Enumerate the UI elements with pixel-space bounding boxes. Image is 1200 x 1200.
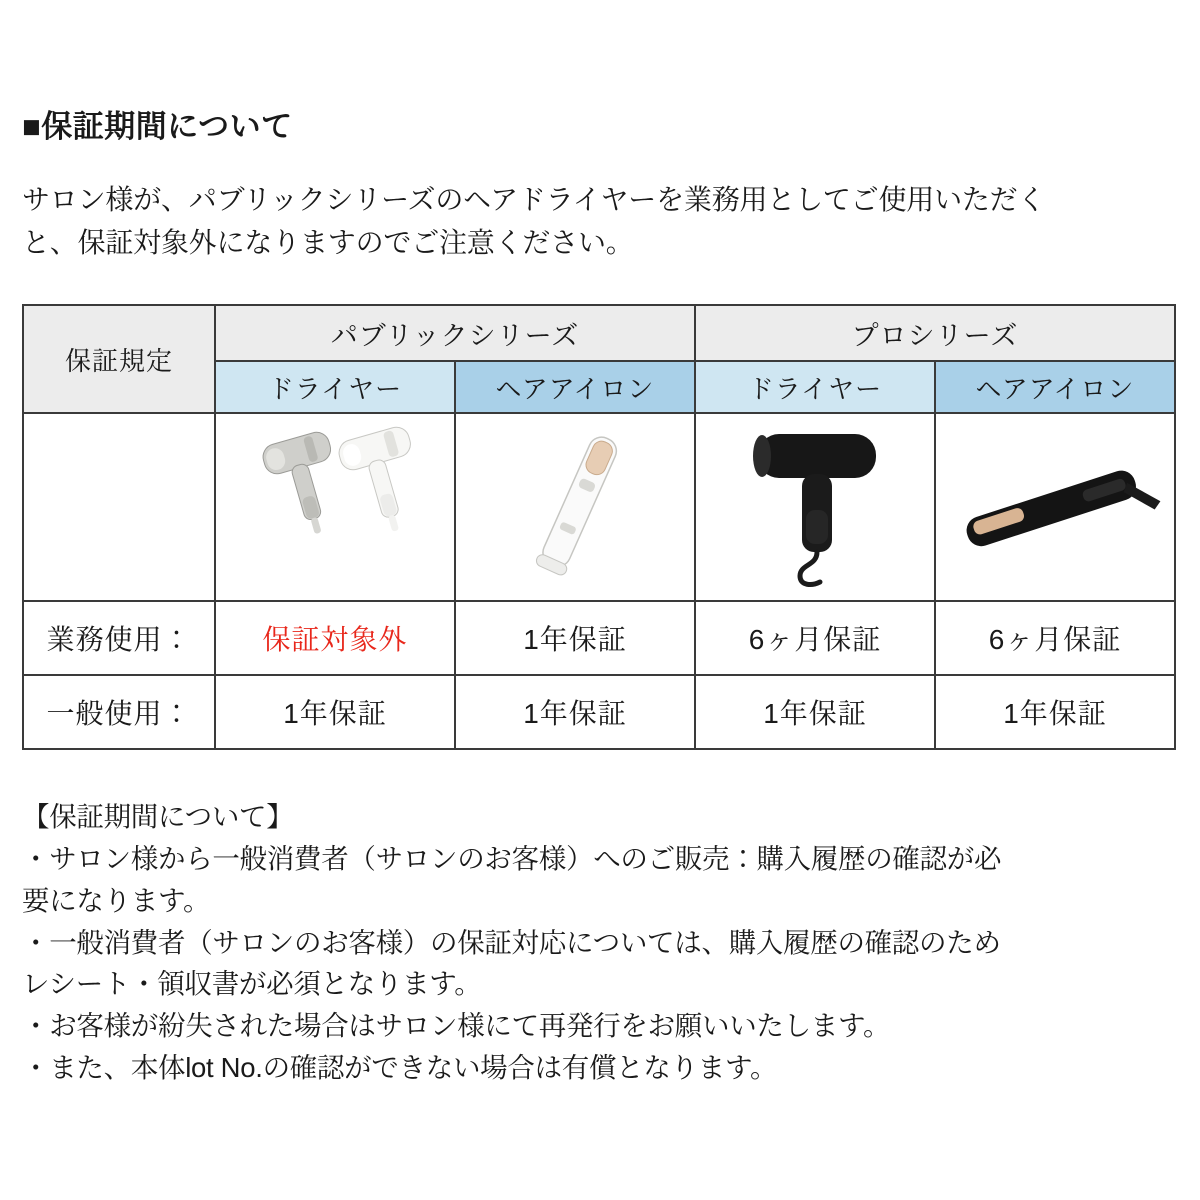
cell-business-pro-iron: 6ヶ月保証: [935, 601, 1175, 675]
type-header-pro-iron: ヘアアイロン: [935, 361, 1175, 413]
row-label-business-use: 業務使用：: [23, 601, 215, 675]
warranty-table: [22, 304, 1176, 750]
public-hair-iron-image: [456, 414, 694, 600]
product-image-cell-public-iron: [455, 413, 695, 601]
intro-paragraph: [22, 179, 1172, 264]
product-image-cell-label: [23, 413, 215, 601]
notes-line-3: 要になります。: [22, 884, 211, 916]
cell-general-pro-dryer: 1年保証: [695, 675, 935, 749]
pro-hair-iron-image: [936, 414, 1174, 600]
intro-line-2: と、保証対象外になりますのでご注意ください。: [22, 226, 634, 258]
table-row-business-use: [23, 601, 1175, 675]
notes-line-4: ・一般消費者（サロンのお客様）の保証対応については、購入履歴の確認のため: [22, 926, 1001, 958]
product-image-cell-pro-iron: [935, 413, 1175, 601]
notes-line-7: ・また、本体lot No.の確認ができない場合は有償となります。: [22, 1052, 778, 1084]
public-dryer-image: [216, 414, 454, 600]
product-image-cell-public-dryer: [215, 413, 455, 601]
notes-line-6: ・お客様が紛失された場合はサロン様にて再発行をお願いいたします。: [22, 1010, 891, 1042]
notes-line-5: レシート・領収書が必須となります。: [22, 968, 482, 1000]
type-header-public-iron: ヘアアイロン: [455, 361, 695, 413]
table-header-series-row: [23, 305, 1175, 361]
cell-general-public-iron: 1年保証: [455, 675, 695, 749]
table-row-general-use: [23, 675, 1175, 749]
series-header-pro: プロシリーズ: [695, 305, 1175, 361]
product-image-cell-pro-dryer: [695, 413, 935, 601]
warranty-notes: [22, 796, 1172, 1089]
cell-business-public-iron: 1年保証: [455, 601, 695, 675]
notes-line-1: 【保証期間について】: [22, 801, 294, 833]
cell-business-pro-dryer: 6ヶ月保証: [695, 601, 935, 675]
type-header-pro-dryer: ドライヤー: [695, 361, 935, 413]
table-product-image-row: [23, 413, 1175, 601]
cell-general-pro-iron: 1年保証: [935, 675, 1175, 749]
notes-line-2: ・サロン様から一般消費者（サロンのお客様）へのご販売：購入履歴の確認が必: [22, 843, 1002, 875]
page-title: ■保証期間について: [22, 109, 293, 144]
series-header-public: パブリックシリーズ: [215, 305, 695, 361]
table-corner-label: 保証規定: [23, 305, 215, 413]
cell-business-public-dryer: 保証対象外: [215, 601, 455, 675]
pro-dryer-image: [696, 414, 934, 600]
row-label-general-use: 一般使用：: [23, 675, 215, 749]
type-header-public-dryer: ドライヤー: [215, 361, 455, 413]
intro-line-1: サロン様が、パブリックシリーズのヘアドライヤーを業務用としてご使用いただく: [22, 184, 1046, 216]
cell-general-public-dryer: 1年保証: [215, 675, 455, 749]
